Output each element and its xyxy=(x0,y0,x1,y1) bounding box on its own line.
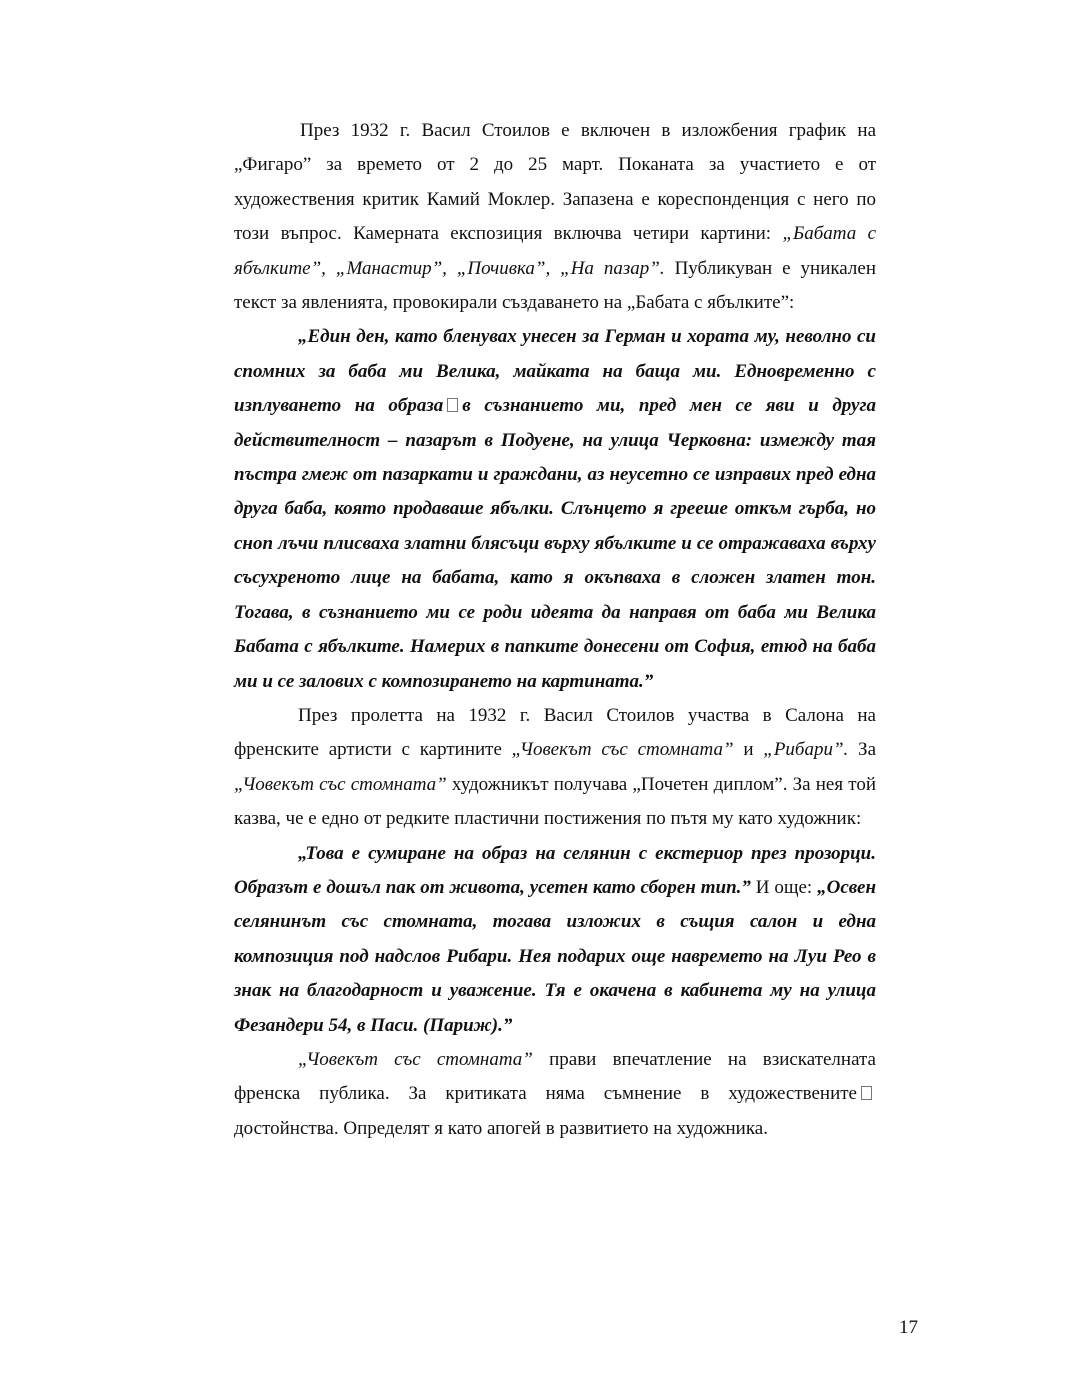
quote-man-with-jug: „Това е сумиране на образ на селянин с екстериор през прозорци. Образът е дошъл пак от живота, усетен като сборен тип.” И още: „Освен селянинът със стомната, тогава изложих в същия салон и една композиция под надслов Рибари. Нея подарих още навремето на Луи Рео в знак на благодарност и уважение. Тя е окачена в кабинета му на улица Фезандери 54, в Паси. (Париж).” xyxy=(234,842,876,1036)
page-number: 17 xyxy=(899,1317,918,1338)
document-body xyxy=(234,114,876,1146)
missing-glyph-icon xyxy=(447,398,458,412)
quote-grandmother-apples: „Един ден, като бленувах унесен за Герман и хората му, неволно си спомних за баба ми Велика, майката на баща ми. Едновременно с изплуването на образа в съзнанието ми, пред мен се яви и друга действителност – пазарът в Подуене, на улица Черковна: измежду тая пъстра гмеж от пазаркати и граждани, аз неусетно се изправих пред една друга баба, която продаваше ябълки. Слънцето я грееше откъм гърба, но сноп лъчи плисваха златни блясъци върху ябълките и се отражаваха върху съсухреното лице на бабата, като я окъпваха в сложен златен тон. Тогава, в съзнанието ми се роди идеята да направя от баба ми Велика Бабата с ябълките. Намерих в папките донесени от София, етюд на баба ми и се залових с композирането на картината.” xyxy=(234,326,876,692)
paragraph-exhibition-figaro: През 1932 г. Васил Стоилов е включен в изложбения график на „Фигаро” за времето от 2 до 25 март. Поканата за участието е от художествения критик Камий Моклер. Запазена е кореспонденция с него по този въпрос. Камерната експозиция включва четири картини: „Бабата с ябълките”, „Манастир”, „Почивка”, „На пазар”. Публикуван е уникален текст за явленията, провокирали създаването на „Бабата с ябълките”: xyxy=(234,120,876,314)
missing-glyph-icon xyxy=(861,1086,872,1100)
paragraph-french-public: „Човекът със стомната” прави впечатление на взискателната френска публика. За критиката няма съмнение в художественитедостойнства. Определят я като апогей в развитието на художника. xyxy=(234,1048,876,1139)
paragraph-salon-artists: През пролетта на 1932 г. Васил Стоилов участва в Салона на френските артисти с картините „Човекът със стомната” и „Рибари”. За „Човекът със стомната” художникът получава „Почетен диплом”. За нея той казва, че е едно от редките пластични постижения по пътя му като художник: xyxy=(234,704,876,830)
